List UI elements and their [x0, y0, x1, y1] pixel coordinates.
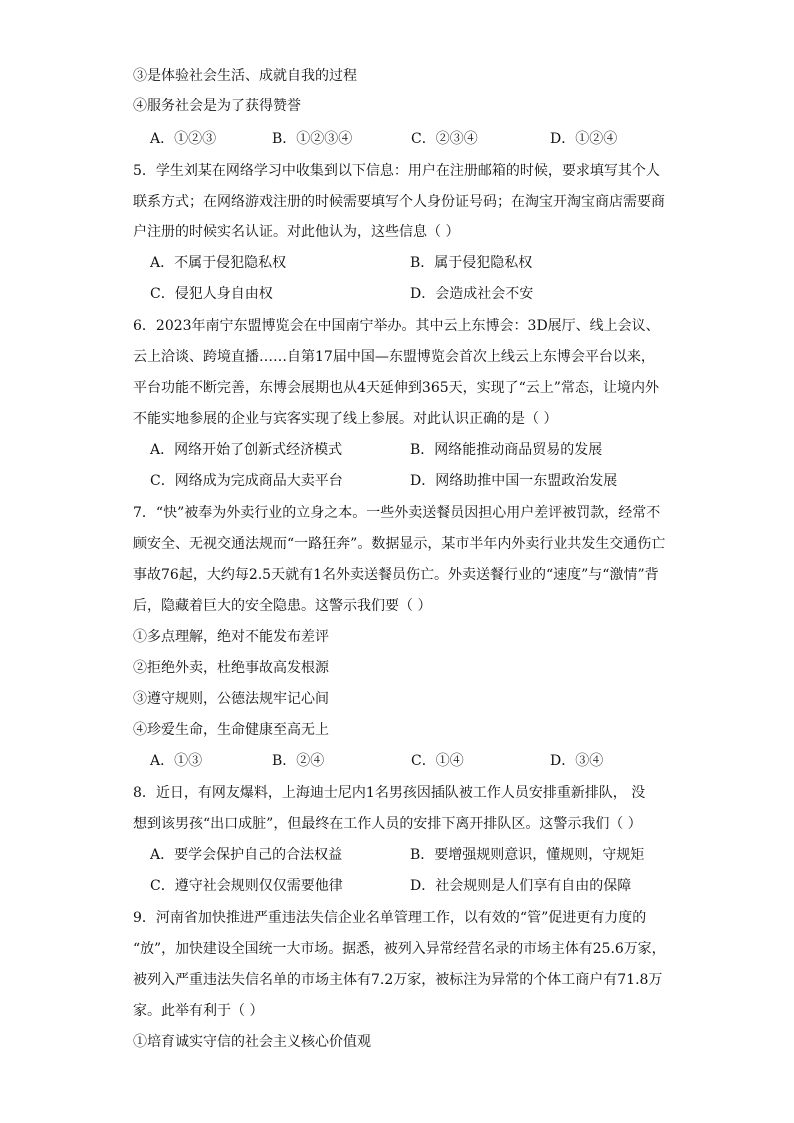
q6-stem-line-1: 6．2023年南宁东盟博览会在中国南宁举办。其中云上东博会：3D展厅、线上会议、 — [133, 318, 660, 334]
q7-statement-3: ③遵守规则，公德法规牢记心间 — [133, 691, 329, 707]
q6-option-d: D．网络助推中国一东盟政治发展 — [410, 473, 618, 489]
q8-stem-line-1: 8．近日，有网友爆料，上海迪士尼内1名男孩因插队被工作人员安排重新排队， 没 — [133, 785, 646, 801]
q7-stem-line-2: 顾安全、无视交通法规而“一路狂奔”。数据显示，某市半年内外卖行业共发生交通伤亡 — [133, 536, 666, 552]
q8-stem-line-2: 想到该男孩“出口成脏”，但最终在工作人员的安排下离开排队区。这警示我们（ ） — [133, 816, 642, 832]
q6-option-c: C．网络成为完成商品大卖平台 — [150, 473, 343, 489]
q5-stem-line-1: 5．学生刘某在网络学习中收集到以下信息：用户在注册邮箱的时候，要求填写其个人 — [133, 163, 660, 179]
q6-stem-line-2: 云上洽谈、跨境直播……自第17届中国—东盟博览会首次上线云上东博会平台以来， — [133, 349, 655, 365]
q7-statement-1: ①多点理解，绝对不能发布差评 — [133, 629, 329, 645]
q5-option-c: C．侵犯人身自由权 — [150, 286, 273, 302]
q8-option-c: C．遵守社会规则仅仅需要他律 — [150, 878, 343, 894]
q9-statement-1: ①培育诚实守信的社会主义核心价值观 — [133, 1034, 371, 1050]
q6-option-b: B．网络能推动商品贸易的发展 — [410, 442, 603, 458]
q8-option-a: A．要学会保护自己的合法权益 — [150, 847, 343, 863]
q4-statement-3: ③是体验社会生活、成就自我的过程 — [133, 68, 357, 84]
q9-stem-line-3: 被列入严重违法失信名单的市场主体有7.2万家，被标注为异常的个体工商户有71.8万 — [133, 972, 663, 988]
q5-option-a: A．不属于侵犯隐私权 — [150, 255, 287, 271]
q7-statement-4: ④珍爱生命，生命健康至高无上 — [133, 722, 329, 738]
q5-stem-line-2: 联系方式；在网络游戏注册的时候需要填写个人身份证号码；在淘宝开淘宝商店需要商 — [133, 194, 665, 210]
q4-option-a: A．①②③ — [150, 131, 217, 147]
q8-option-b: B．要增强规则意识，懂规则，守规矩 — [410, 847, 645, 863]
q9-stem-line-1: 9．河南省加快推进严重违法失信企业名单管理工作，以有效的“管”促进更有力度的 — [133, 910, 647, 926]
q6-stem-line-4: 不能实地参展的企业与宾客实现了线上参展。对此认识正确的是（ ） — [133, 411, 558, 427]
q4-option-d: D．①②④ — [550, 131, 618, 147]
q4-option-b: B．①②③④ — [272, 131, 353, 147]
q7-option-d: D．③④ — [550, 753, 604, 769]
q7-option-b: B．②④ — [272, 753, 325, 769]
q7-option-a: A．①③ — [150, 753, 203, 769]
q5-stem-line-3: 户注册的时候实名认证。对此他认为，这些信息（ ） — [133, 224, 460, 240]
q5-option-d: D．会造成社会不安 — [410, 286, 534, 302]
q9-stem-line-2: “放”，加快建设全国统一大市场。据悉，被列入异常经营名录的市场主体有25.6万家， — [133, 941, 666, 957]
q7-statement-2: ②拒绝外卖，杜绝事故高发根源 — [133, 660, 329, 676]
q7-stem-line-4: 后，隐藏着巨大的安全隐患。这警示我们要（ ） — [133, 598, 432, 614]
q6-option-a: A．网络开始了创新式经济模式 — [150, 442, 343, 458]
q4-option-c: C．②③④ — [411, 131, 478, 147]
q8-option-d: D．社会规则是人们享有自由的保障 — [410, 878, 632, 894]
q7-stem-line-3: 事故76起，大约每2.5天就有1名外卖送餐员伤亡。外卖送餐行业的“速度”与“激情”背 — [133, 567, 659, 583]
q9-stem-line-4: 家。此举有利于（ ） — [133, 1003, 264, 1019]
q7-option-c: C．①④ — [411, 753, 464, 769]
q4-statement-4: ④服务社会是为了获得赞誉 — [133, 98, 301, 114]
q6-stem-line-3: 平台功能不断完善，东博会展期也从4天延伸到365天，实现了“云上”常态，让境内外 — [133, 380, 659, 396]
q5-option-b: B．属于侵犯隐私权 — [410, 255, 533, 271]
q7-stem-line-1: 7．“快”被奉为外卖行业的立身之本。一些外卖送餐员因担心用户差评被罚款，经常不 — [133, 505, 661, 521]
